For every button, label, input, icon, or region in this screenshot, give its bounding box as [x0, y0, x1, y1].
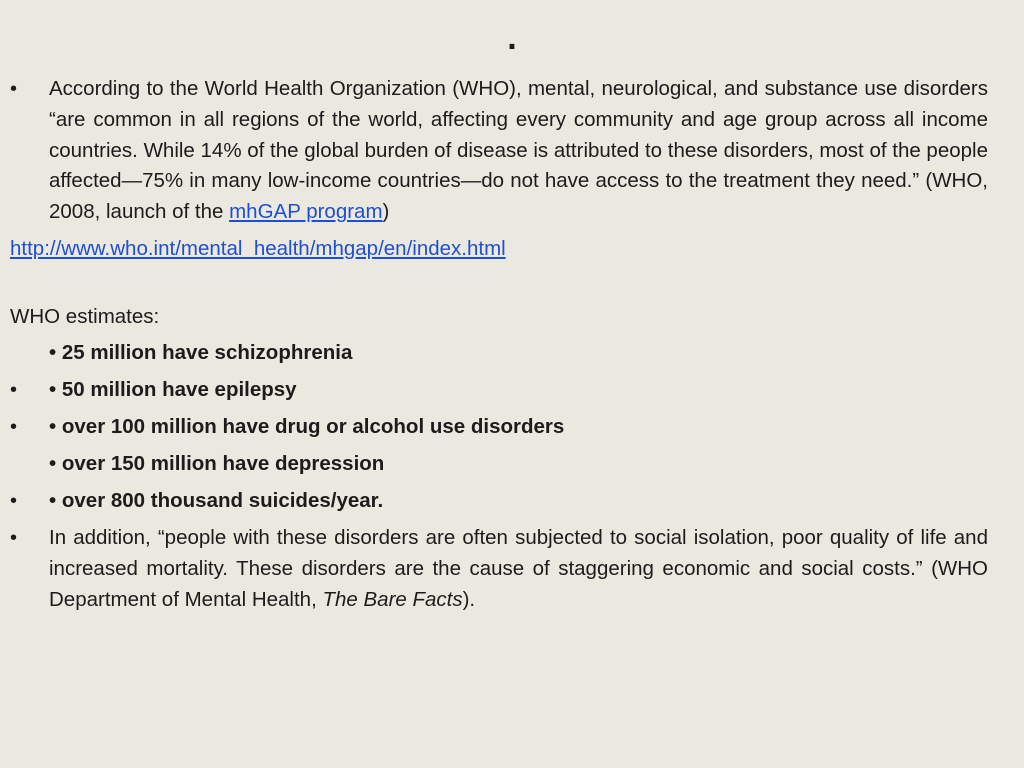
mhgap-program-link[interactable]: mhGAP program: [229, 200, 383, 224]
social-costs-suffix: ).: [462, 587, 476, 611]
estimate-item-suicides: • over 800 thousand suicides/year.: [49, 489, 384, 512]
bullet-marker: •: [10, 527, 18, 549]
estimate-item-substance-use: • over 100 million have drug or alcohol use disorders: [49, 415, 565, 438]
slide-title: .: [507, 19, 517, 57]
bullet-marker: •: [10, 490, 18, 512]
estimates-heading: WHO estimates:: [10, 305, 160, 328]
bullet-marker: •: [10, 78, 18, 100]
social-costs-text: In addition, “people with these disorders are often subjected to social isolation, poor quality of life and increased mortality. These disorders are the cause of staggering economic and social costs.” (WHO Department of Mental Health,: [49, 526, 988, 611]
who-intro-text: According to the World Health Organization (WHO), mental, neurological, and substance use disorders “are common in all regions of the world, affecting every community and age group across all income countries. While 14% of the global burden of disease is attributed to these disorders, most of the people affected—75% in many low-income countries—do not have access to the treatment they need.” (WHO, 2008, launch of the: [49, 77, 988, 224]
social-costs-paragraph: [49, 523, 988, 615]
bare-facts-title: The Bare Facts: [322, 587, 463, 611]
who-intro-paragraph: [49, 74, 988, 228]
estimate-item-schizophrenia: • 25 million have schizophrenia: [49, 341, 353, 364]
who-intro-suffix: ): [382, 200, 390, 224]
estimate-item-epilepsy: • 50 million have epilepsy: [49, 378, 297, 401]
mhgap-url-link[interactable]: http://www.who.int/mental_health/mhgap/en/index.html: [10, 237, 506, 260]
bullet-marker: •: [10, 416, 18, 438]
bullet-marker: •: [10, 379, 18, 401]
estimate-item-depression: • over 150 million have depression: [49, 452, 385, 475]
